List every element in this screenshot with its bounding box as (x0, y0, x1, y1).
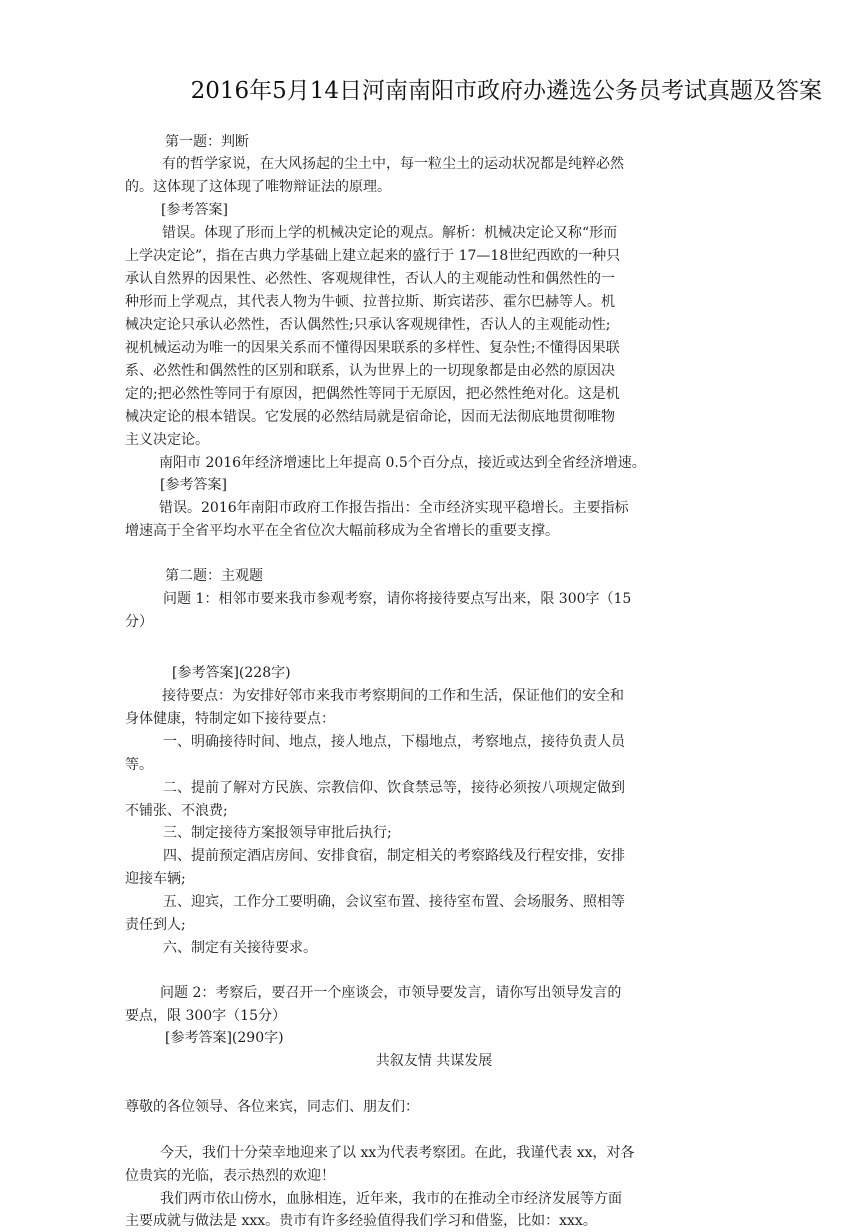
text-line: 承认自然界的因果性、必然性、客观规律性，否认人的主观能动性和偶然性的一 (125, 271, 615, 287)
text-line: 增速高于全省平均水平在全省位次大幅前移成为全省增长的重要支撑。 (125, 523, 559, 539)
document-title: 2016年5月14日河南南阳市政府办遴选公务员考试真题及答案 (190, 78, 822, 104)
text-line: 第二题：主观题 (165, 568, 263, 584)
text-line: 分） (125, 614, 153, 630)
text-line: [参考答案] (160, 477, 227, 493)
text-line: 问题 1：相邻市要来我市参观考察，请你将接待要点写出来，限 300字（15 (163, 591, 632, 607)
text-line: 问题 2：考察后，要召开一个座谈会，市领导要发言，请你写出领导发言的 (160, 985, 622, 1001)
text-line: 械决定论的根本错误。它发展的必然结局就是宿命论，因而无法彻底地贯彻唯物 (125, 409, 615, 425)
text-line: 六、制定有关接待要求。 (163, 940, 317, 956)
text-line: 第一题：判断 (165, 134, 249, 150)
text-line: 四、提前预定酒店房间、安排食宿，制定相关的考察路线及行程安排，安排 (163, 848, 625, 864)
text-line: 有的哲学家说，在大风扬起的尘土中，每一粒尘土的运动状况都是纯粹必然 (162, 156, 624, 172)
text-line: 迎接车辆; (125, 871, 186, 887)
text-line: 三、制定接待方案报领导审批后执行; (163, 825, 392, 841)
speech-title: 共叙友情 共谋发展 (375, 1053, 493, 1069)
text-line: 的。这体现了这体现了唯物辩证法的原理。 (125, 179, 391, 195)
text-line: 二、提前了解对方民族、宗教信仰、饮食禁忌等，接待必须按八项规定做到 (163, 780, 625, 796)
text-line: 主要成就与做法是 xxx。贵市有许多经验值得我们学习和借鉴，比如：xxx。 (125, 1213, 597, 1229)
text-line: 五、迎宾，工作分工要明确，会议室布置、接待室布置、会场服务、照相等 (163, 894, 625, 910)
text-line: 尊敬的各位领导、各位来宾，同志们、朋友们： (125, 1099, 419, 1115)
text-line: 我们两市依山傍水，血脉相连，近年来，我市的在推动全市经济发展等方面 (160, 1191, 622, 1207)
text-line: [参考答案](290字) (165, 1030, 284, 1046)
text-line: 械决定论只承认必然性，否认偶然性;只承认客观规律性，否认人的主观能动性; (125, 317, 611, 333)
text-line: 错误。体现了形而上学的机械决定论的观点。解析：机械决定论又称“形而 (162, 225, 618, 241)
text-line: 不铺张、不浪费; (125, 803, 228, 819)
text-line: 责任到人; (125, 917, 186, 933)
text-line: 种形而上学观点，其代表人物为牛顿、拉普拉斯、斯宾诺莎、霍尔巴赫等人。机 (125, 294, 615, 310)
text-line: [参考答案] (161, 202, 228, 218)
text-line: 位贵宾的光临，表示热烈的欢迎！ (125, 1168, 335, 1184)
text-line: 系、必然性和偶然性的区别和联系，认为世界上的一切现象都是由必然的原因决 (125, 363, 615, 379)
text-line: 接待要点：为安排好邻市来我市考察期间的工作和生活，保证他们的安全和 (162, 688, 624, 704)
text-line: 南阳市 2016年经济增速比上年提高 0.5个百分点，接近或达到全省经济增速。 (159, 455, 646, 471)
text-line: 视机械运动为唯一的因果关系而不懂得因果联系的多样性、复杂性;不懂得因果联 (125, 340, 620, 356)
text-line: 一、明确接待时间、地点，接人地点，下榻地点，考察地点，接待负责人员 (163, 734, 625, 750)
text-line: 要点，限 300字（15分） (125, 1008, 286, 1024)
text-line: 主义决定论。 (125, 432, 209, 448)
text-line: 定的;把必然性等同于有原因，把偶然性等同于无原因，把必然性绝对化。这是机 (125, 386, 620, 402)
text-line: 今天，我们十分荣幸地迎来了以 xx为代表考察团。在此，我谨代表 xx，对各 (160, 1145, 635, 1161)
text-line: 上学决定论”，指在古典力学基础上建立起来的盛行于 17—18世纪西欧的一种只 (125, 248, 621, 264)
text-line: [参考答案](228字) (172, 665, 291, 681)
text-line: 身体健康，特制定如下接待要点： (125, 711, 335, 727)
text-line: 错误。2016年南阳市政府工作报告指出：全市经济实现平稳增长。主要指标 (159, 500, 629, 516)
text-line: 等。 (125, 757, 153, 773)
